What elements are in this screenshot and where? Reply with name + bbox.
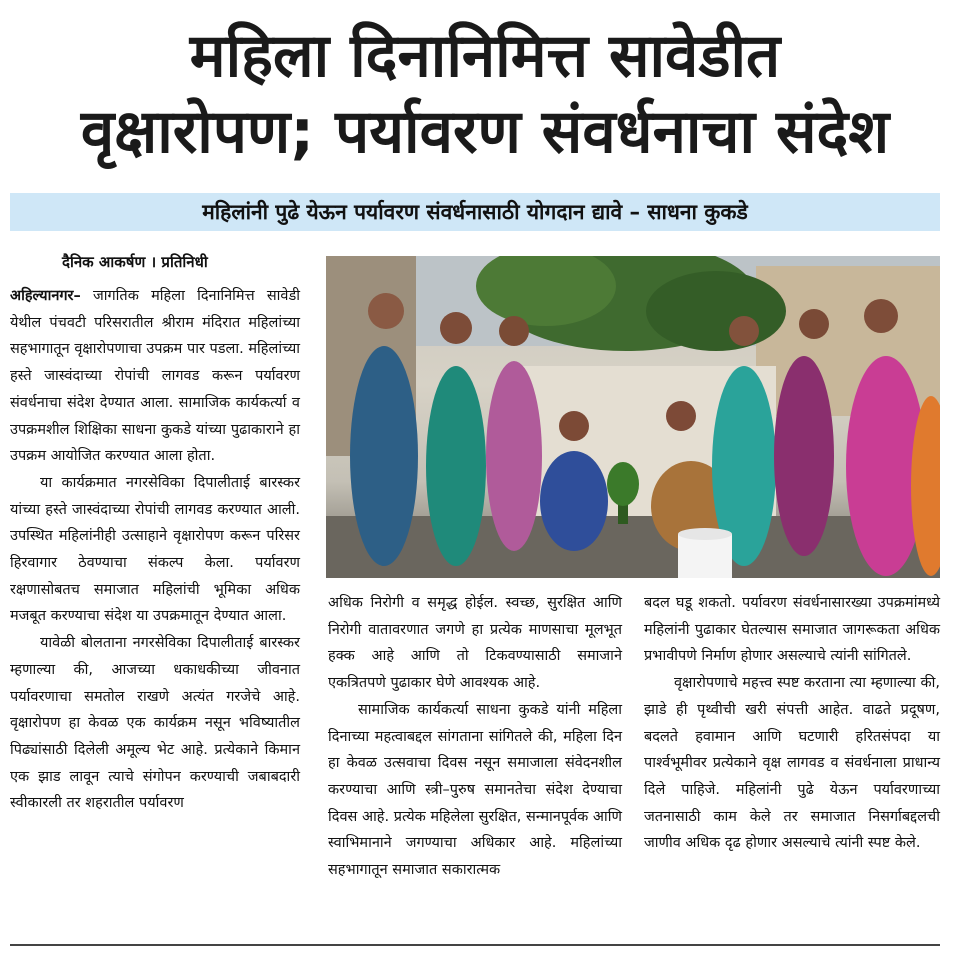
article-column-3 [644,590,940,857]
subheadline: महिलांनी पुढे येऊन पर्यावरण संवर्धनासाठी योगदान द्यावे – साधना कुकडे [10,193,940,231]
byline: दैनिक आकर्षण । प्रतिनिधी [62,253,208,271]
article-column-1 [10,283,300,817]
article-column-2 [328,590,622,884]
article-paragraph-1 [10,283,300,470]
article-paragraph-7: वृक्षारोपणाचे महत्त्व स्पष्ट करताना त्या म्हणाल्या की, झाडे ही पृथ्वीची खरी संपत्ती आहेत. वाढते प्रदूषण, बदलते हवामान आणि घटणारी हरितसंपदा या पार्श्वभूमीवर प्रत्येकाने वृक्ष लागवड व संवर्धनाला प्राधान्य दिले पाहिजे. महिलांनी पुढे येऊन पर्यावरणाच्या जतनासाठी काम केले तर समाजात निसर्गाबद्दलची जाणीव अधिक दृढ होणार असल्याचे त्यांनी स्पष्ट केले. [644,675,940,852]
bottom-rule [10,944,940,946]
photo-women-planting-illustration [326,256,940,578]
paragraph-1-text: जागतिक महिला दिनानिमित्त सावेडी येथील पंचवटी परिसरातील श्रीराम मंदिरात महिलांच्या सहभागातून वृक्षारोपणाचा उपक्रम पार पडला. महिलांच्या हस्ते जास्वंदाच्या रोपांची लागवड करून पर्यावरण संवर्धनाचा संदेश देण्यात आला. सामाजिक कार्यकर्त्या व उपक्रमशील शिक्षिका साधना कुकडे यांच्या पुढाकाराने हा उपक्रम आयोजित करण्यात आला होता. [10,288,301,465]
article-paragraph-3: यावेळी बोलताना नगरसेविका दिपालीताई बारस्कर म्हणाल्या की, आजच्या धकाधकीच्या जीवनात पर्यावरणाचा समतोल राखणे अत्यंत गरजेचे आहे. वृक्षारोपण हा केवळ एक कार्यक्रम नसून भविष्यातील पिढ्यांसाठी दिलेली अमूल्य भेट आहे. प्रत्येकाने किमान एक झाड लावून त्याचे संगोपन करण्याची जबाबदारी स्वीकारली तर शहरातील पर्यावरण [10,635,300,812]
headline-line-2: वृक्षारोपण; पर्यावरण संवर्धनाचा संदेश [80,97,890,167]
article-paragraph-6: बदल घडू शकतो. पर्यावरण संवर्धनासारख्या उपक्रमांमध्ये महिलांनी पुढाकार घेतल्यास समाजात जागरूकता अधिक प्रभावीपणे निर्माण होणार असल्याचे त्यांनी सांगितले. [644,595,940,665]
article-paragraph-4: अधिक निरोगी व समृद्ध होईल. स्वच्छ, सुरक्षित आणि निरोगी वातावरणात जगणे हा प्रत्येक माणसाचा मूलभूत हक्क आहे आणि तो टिकवण्यासाठी समाजाने एकत्रितपणे पुढाकार घेणे आवश्यक आहे. [328,595,622,692]
headline-line-1: महिला दिनानिमित्त सावेडीत [189,21,781,91]
article-paragraph-2: या कार्यक्रमात नगरसेविका दिपालीताई बारस्कर यांच्या हस्ते जास्वंदाच्या रोपांची लागवड करण्यात आली. उपस्थित महिलांनीही उत्साहाने वृक्षारोपण करून परिसर हिरवागार ठेवण्याचा संकल्प केला. पर्यावरण रक्षणासोबतच समाजात महिलांची भूमिका अधिक मजबूत करण्याचा संदेश या उपक्रमातून देण्यात आला. [10,474,300,625]
dateline-place: अहिल्यानगर– [10,288,81,304]
headline [0,18,970,170]
article-paragraph-5: सामाजिक कार्यकर्त्या साधना कुकडे यांनी महिला दिनाच्या महत्वाबद्दल सांगताना सांगितले की, महिला दिन हा केवळ उत्सवाचा दिवस नसून समाजाला संवेदनशील करण्याचा आणि स्त्री–पुरुष समानतेचा संदेश देण्याचा दिवस आहे. प्रत्येक महिलेला सुरक्षित, सन्मानपूर्वक आणि स्वाभिमानाने जगण्याचा अधिकार आहे. महिलांच्या सहभागातून समाजात सकारात्मक [328,701,622,879]
news-photo [326,256,940,578]
